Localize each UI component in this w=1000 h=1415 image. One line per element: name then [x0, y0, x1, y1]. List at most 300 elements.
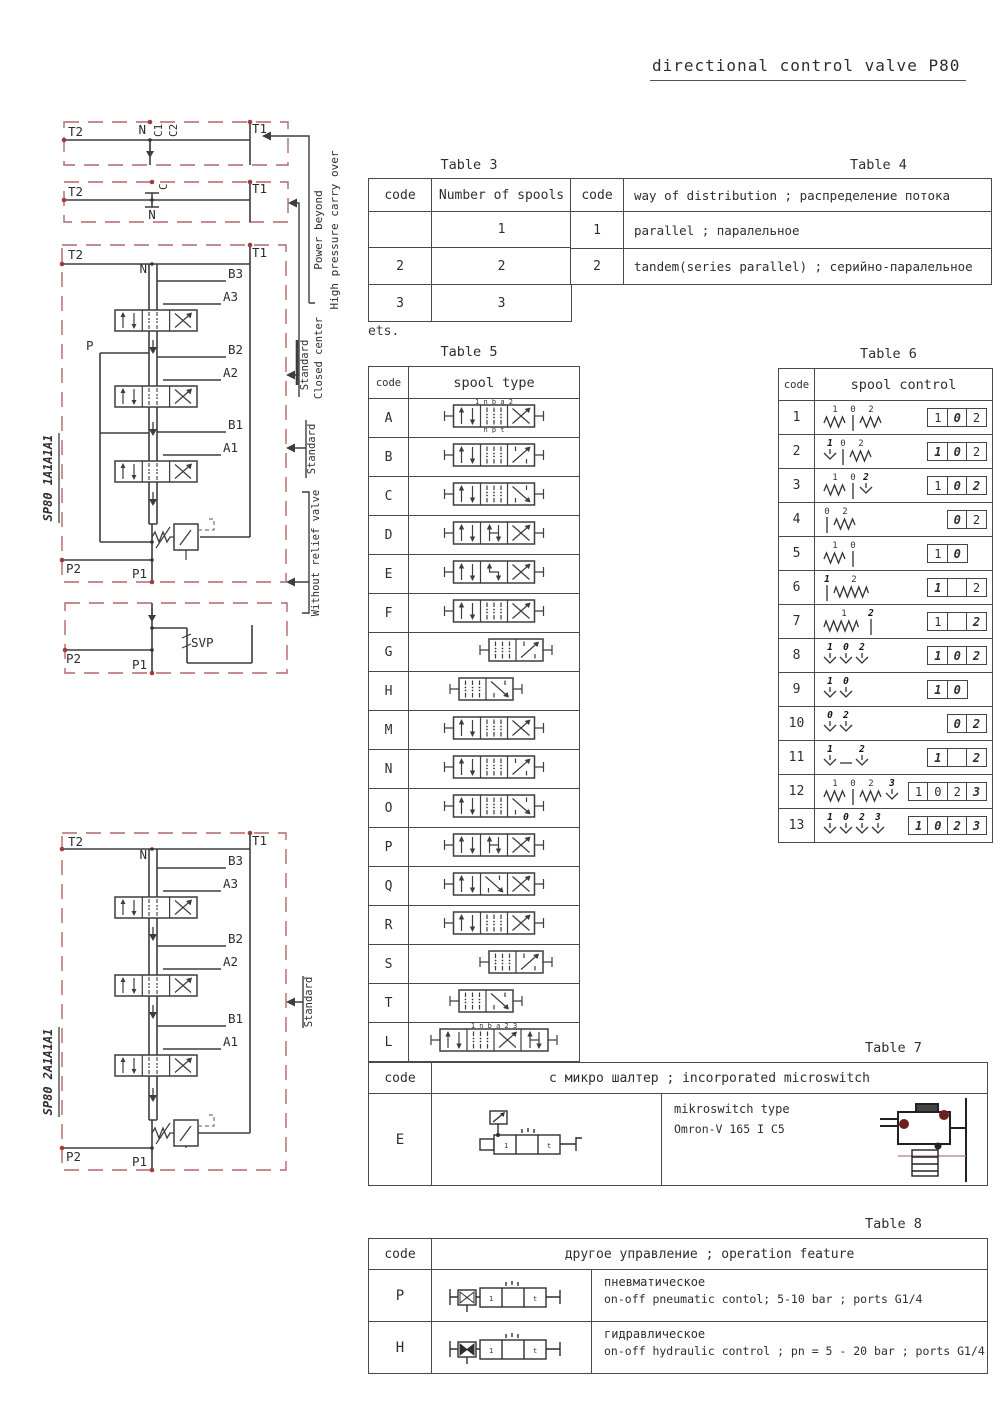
svg-text:1: 1 [827, 675, 833, 687]
svg-text:N: N [148, 207, 156, 222]
position-box: 1 [908, 816, 929, 835]
table5-row [369, 828, 580, 867]
table5-row [369, 672, 580, 711]
table6-cell-control [815, 503, 993, 537]
table8-caption: Table 8 [865, 1216, 922, 1232]
position-box [947, 748, 968, 767]
table3-cell-code: 2 [369, 247, 431, 284]
svg-text:Power beyond: Power beyond [312, 190, 325, 270]
table5-cell-code: T [369, 984, 409, 1023]
table5-cell-symbol [409, 750, 580, 789]
table4-cell-code: 2 [571, 248, 623, 284]
position-box: 1 [927, 748, 948, 767]
table6-cell-code: 4 [779, 503, 815, 537]
spool-type-symbol [409, 399, 579, 433]
position-box: 3 [966, 816, 987, 835]
table5-cell-code: G [369, 633, 409, 672]
spool-type-symbol [409, 906, 579, 940]
table6-row [779, 775, 993, 809]
spool-type-symbol [409, 1023, 579, 1057]
table6-cell-code: 3 [779, 469, 815, 503]
position-box: 3 [966, 782, 987, 801]
spool-type-symbol [409, 477, 579, 511]
svg-text:n p t: n p t [483, 426, 505, 433]
position-box: 2 [966, 476, 987, 495]
table6-cell-control [815, 605, 993, 639]
position-box: 0 [947, 680, 968, 699]
table6-cell-control [815, 809, 993, 843]
svg-text:SVP: SVP [191, 635, 214, 650]
table5-cell-code: E [369, 555, 409, 594]
table4 [570, 178, 992, 285]
table6-cell-code: 8 [779, 639, 815, 673]
position-box: 0 [947, 646, 968, 665]
table5-cell-code: O [369, 789, 409, 828]
position-boxes [908, 544, 987, 563]
svg-text:B1: B1 [228, 1011, 244, 1026]
svg-text:2: 2 [868, 404, 874, 415]
position-box: 2 [966, 510, 987, 529]
table6-cell-code: 6 [779, 571, 815, 605]
table6-cell-control [815, 639, 993, 673]
valve-body-outlines [62, 122, 288, 1170]
table6-cell-control [815, 401, 993, 435]
table5-row [369, 711, 580, 750]
spool-control-symbol [820, 675, 856, 705]
position-boxes [908, 476, 987, 495]
svg-text:A3: A3 [223, 876, 239, 891]
svg-text:A1: A1 [223, 1034, 239, 1049]
svg-text:N: N [139, 847, 147, 862]
spool-type-symbol [409, 711, 579, 745]
position-box: 2 [966, 748, 987, 767]
position-box: 1 [927, 612, 948, 631]
table7-caption: Table 7 [865, 1040, 922, 1056]
table5-cell-code: R [369, 906, 409, 945]
table5-row [369, 1023, 580, 1062]
table8-cell-symbol [431, 1269, 591, 1321]
svg-text:1: 1 [827, 743, 833, 755]
svg-text:2: 2 [859, 743, 865, 755]
microswitch-drawing [846, 1096, 981, 1184]
table8-cell-symbol [431, 1321, 591, 1373]
table4-header-code: code [581, 187, 613, 203]
table6-header-code: code [779, 369, 815, 401]
table6-row [779, 571, 993, 605]
table5-cell-symbol [409, 984, 580, 1023]
svg-text:C1: C1 [152, 123, 165, 137]
svg-text:0: 0 [843, 641, 849, 653]
svg-text:C2: C2 [167, 123, 180, 137]
table3-note: ets. [368, 324, 400, 339]
table6-row [779, 673, 993, 707]
table5-row [369, 555, 580, 594]
spool-type-symbol [409, 945, 579, 979]
table6-cell-code: 11 [779, 741, 815, 775]
svg-text:B1: B1 [228, 417, 244, 432]
svg-text:N: N [139, 261, 147, 276]
svg-text:1: 1 [841, 608, 847, 619]
position-box [947, 612, 968, 631]
table4-cell-way: tandem(series parallel) ; серийно-паралельное [623, 248, 991, 284]
position-box: 1 [927, 578, 948, 597]
position-box: 0 [947, 408, 968, 427]
table5-cell-symbol [409, 555, 580, 594]
svg-text:Standard: Standard [306, 423, 318, 475]
svg-text:0: 0 [850, 540, 856, 551]
svg-text:0: 0 [850, 778, 856, 789]
svg-text:SP80 2A1A1A1: SP80 2A1A1A1 [41, 1028, 55, 1116]
svg-text:3: 3 [889, 777, 895, 789]
svg-text:2: 2 [859, 641, 865, 653]
port-labels [66, 121, 267, 1169]
svg-text:N: N [138, 122, 146, 137]
table5-row [369, 906, 580, 945]
table6-cell-control [815, 707, 993, 741]
table6-cell-control [815, 469, 993, 503]
table3-cell-code [369, 211, 431, 247]
table5 [368, 366, 580, 1062]
svg-text:2: 2 [859, 811, 865, 823]
table8-header-text: другое управление ; operation feature [431, 1239, 987, 1269]
microswitch-model: Omron-V 165 I C5 [674, 1122, 785, 1136]
svg-text:2: 2 [842, 506, 848, 517]
svg-text:3: 3 [875, 811, 881, 823]
table7 [368, 1062, 988, 1186]
svg-text:P2: P2 [66, 561, 82, 576]
table5-cell-code: Q [369, 867, 409, 906]
spool-type-symbol [409, 555, 579, 589]
table5-cell-symbol [409, 516, 580, 555]
table5-cell-symbol [409, 438, 580, 477]
table6-row [779, 537, 993, 571]
svg-text:T1: T1 [252, 833, 268, 848]
position-box: 1 [927, 476, 948, 495]
spool-control-symbol [820, 777, 902, 807]
position-box: 0 [927, 816, 948, 835]
table5-header-type: spool type [409, 367, 580, 399]
table6-row [779, 741, 993, 775]
table3-cell-spools: 3 [431, 284, 571, 321]
svg-text:P1: P1 [132, 566, 148, 581]
table5-cell-code: D [369, 516, 409, 555]
microswitch-type-label: mikroswitch type [674, 1102, 790, 1116]
operation-feature-ru: гидравлическое [604, 1327, 706, 1341]
svg-text:2: 2 [868, 607, 874, 619]
position-box: 2 [966, 578, 987, 597]
spool-type-symbol [409, 828, 579, 862]
svg-text:T1: T1 [252, 121, 268, 136]
table6-row [779, 809, 993, 843]
svg-text:1: 1 [827, 811, 833, 823]
spool-type-symbol [409, 516, 579, 550]
svg-text:2: 2 [868, 778, 874, 789]
spool-control-symbol [820, 743, 872, 773]
svg-text:0: 0 [827, 709, 833, 721]
position-box [947, 578, 968, 597]
spool-type-symbol [409, 633, 579, 667]
position-box: 2 [966, 714, 987, 733]
svg-text:Standard: Standard [299, 339, 311, 391]
table8-cell-code: H [369, 1321, 431, 1373]
table8-cell-code: P [369, 1269, 431, 1321]
table5-cell-code: P [369, 828, 409, 867]
table6-cell-control [815, 775, 993, 809]
position-boxes [908, 680, 987, 699]
table5-cell-symbol [409, 945, 580, 984]
spool-control-symbol [820, 403, 886, 433]
table5-cell-code: B [369, 438, 409, 477]
svg-text:t: t [532, 1346, 537, 1355]
table6-row [779, 605, 993, 639]
svg-text:1: 1 [827, 641, 833, 653]
position-boxes [908, 442, 987, 461]
table5-cell-symbol [409, 906, 580, 945]
table6-cell-code: 7 [779, 605, 815, 639]
spool-control-symbol [820, 607, 878, 637]
table5-cell-symbol [409, 828, 580, 867]
svg-text:2: 2 [858, 438, 864, 449]
svg-text:P2: P2 [66, 1149, 82, 1164]
table6-cell-code: 10 [779, 707, 815, 741]
table3-header-code: code [384, 187, 416, 203]
svg-text:1: 1 [488, 1346, 493, 1355]
svg-text:T1: T1 [252, 245, 268, 260]
svg-text:T2: T2 [68, 124, 84, 139]
svg-text:P2: P2 [66, 651, 82, 666]
svg-text:Standard: Standard [303, 976, 315, 1028]
table6-row [779, 401, 993, 435]
spool-control-symbol [820, 641, 872, 671]
table8-cell-content [591, 1269, 987, 1321]
table5-cell-symbol [409, 672, 580, 711]
table5-cell-symbol [409, 477, 580, 516]
table6-cell-code: 12 [779, 775, 815, 809]
page-title: directional control valve P80 [650, 56, 966, 81]
position-box: 0 [947, 544, 968, 563]
svg-text:B2: B2 [228, 931, 244, 946]
svg-text:P1: P1 [132, 657, 148, 672]
table6-cell-control [815, 537, 993, 571]
svg-text:1: 1 [832, 778, 838, 789]
svg-text:2: 2 [851, 574, 857, 585]
table7-header-text: с микро шалтер ; incorporated microswitch [431, 1063, 987, 1093]
svg-text:C: C [157, 183, 170, 190]
side-labels [41, 150, 341, 1117]
pilot-operated-valve-symbol [442, 1274, 582, 1318]
svg-text:T2: T2 [68, 247, 84, 262]
spool-control-symbol [820, 573, 878, 603]
spool-control-symbol [820, 471, 876, 501]
position-boxes [908, 646, 987, 665]
spool-control-symbol [820, 539, 860, 569]
position-boxes [908, 612, 987, 631]
svg-text:SP80 1A1A1A1: SP80 1A1A1A1 [41, 434, 55, 522]
table5-cell-symbol [409, 633, 580, 672]
table5-cell-symbol [409, 867, 580, 906]
position-boxes [908, 408, 987, 427]
table4-cell-code: 1 [571, 211, 623, 248]
spool-type-symbol [409, 672, 579, 706]
table5-row [369, 750, 580, 789]
table5-cell-code: N [369, 750, 409, 789]
table5-row [369, 438, 580, 477]
table6 [778, 368, 993, 843]
position-boxes [908, 578, 987, 597]
svg-text:B2: B2 [228, 342, 244, 357]
table6-row [779, 435, 993, 469]
position-box: 0 [947, 476, 968, 495]
svg-text:1: 1 [827, 437, 833, 449]
table3-cell-code: 3 [369, 284, 431, 321]
position-box: 2 [966, 408, 987, 427]
table4-caption: Table 4 [850, 157, 907, 173]
position-box: 2 [966, 646, 987, 665]
table5-row [369, 945, 580, 984]
table4-header-way: way of distribution ; распределение потока [623, 179, 991, 211]
table6-header-control: spool control [815, 369, 993, 401]
table5-cell-code: L [369, 1023, 409, 1062]
spool-control-symbol [820, 505, 860, 535]
microswitch-valve-symbol [431, 1093, 661, 1185]
table5-cell-code: H [369, 672, 409, 711]
table5-row [369, 633, 580, 672]
pilot-lines [198, 519, 214, 1126]
svg-text:A2: A2 [223, 954, 239, 969]
spool-control-symbol [820, 709, 856, 739]
svg-text:1: 1 [832, 472, 838, 483]
pilot-operated-valve-symbol [442, 1326, 582, 1370]
position-box: 1 [927, 646, 948, 665]
svg-text:High pressure carry over: High pressure carry over [328, 150, 341, 310]
svg-text:t: t [532, 1294, 537, 1303]
table6-cell-code: 9 [779, 673, 815, 707]
svg-text:Without relief valve: Without relief valve [310, 489, 322, 617]
table6-cell-control [815, 571, 993, 605]
table5-cell-symbol [409, 1023, 580, 1062]
svg-text:2: 2 [863, 471, 869, 483]
position-box: 1 [927, 544, 948, 563]
table5-row [369, 477, 580, 516]
position-box: 0 [947, 714, 968, 733]
table6-cell-code: 13 [779, 809, 815, 843]
table8 [368, 1238, 988, 1374]
table5-caption: Table 5 [440, 344, 498, 360]
table6-cell-code: 1 [779, 401, 815, 435]
svg-text:1 n b a 2 3: 1 n b a 2 3 [470, 1023, 518, 1030]
position-box: 2 [947, 816, 968, 835]
position-boxes [908, 782, 987, 801]
table7-row-content [661, 1093, 987, 1185]
svg-text:1: 1 [488, 1294, 493, 1303]
table3-caption: Table 3 [440, 157, 498, 173]
svg-text:A2: A2 [223, 365, 239, 380]
position-boxes [908, 714, 987, 733]
svg-text:P: P [86, 338, 94, 353]
svg-text:1: 1 [832, 404, 838, 415]
svg-text:0: 0 [850, 472, 856, 483]
position-boxes [908, 510, 987, 529]
table5-row [369, 867, 580, 906]
operation-feature-en: on-off pneumatic contol; 5-10 bar ; ports G1/4 [604, 1292, 923, 1306]
table5-cell-symbol [409, 789, 580, 828]
table6-row [779, 469, 993, 503]
table3-cell-spools: 2 [431, 247, 571, 284]
table3 [368, 178, 572, 322]
table6-cell-code: 2 [779, 435, 815, 469]
position-box: 0 [927, 782, 948, 801]
svg-text:T2: T2 [68, 184, 84, 199]
position-boxes [908, 748, 987, 767]
svg-text:1: 1 [824, 573, 830, 585]
svg-text:B3: B3 [228, 266, 244, 281]
table5-cell-code: S [369, 945, 409, 984]
spool-control-symbol [820, 811, 888, 841]
hydraulic-schematics [0, 0, 360, 1240]
table5-cell-code: F [369, 594, 409, 633]
table8-cell-content [591, 1321, 987, 1373]
table4-cell-way: parallel ; паралельное [623, 211, 991, 248]
svg-text:1: 1 [832, 540, 838, 551]
table5-cell-code: C [369, 477, 409, 516]
table6-cell-code: 5 [779, 537, 815, 571]
svg-text:B3: B3 [228, 853, 244, 868]
spool-type-symbol [409, 438, 579, 472]
table5-cell-code: M [369, 711, 409, 750]
position-box: 0 [947, 442, 968, 461]
table5-row [369, 516, 580, 555]
spool-type-symbol [409, 867, 579, 901]
position-boxes [908, 816, 987, 835]
svg-text:0: 0 [843, 675, 849, 687]
svg-text:0: 0 [824, 506, 830, 517]
svg-text:A3: A3 [223, 289, 239, 304]
svg-text:1: 1 [503, 1141, 508, 1150]
position-box: 2 [947, 782, 968, 801]
table5-row [369, 594, 580, 633]
svg-text:A1: A1 [223, 440, 239, 455]
spool-type-symbol [409, 594, 579, 628]
table6-row [779, 707, 993, 741]
spool-type-symbol [409, 984, 579, 1018]
svg-text:0: 0 [840, 438, 846, 449]
table5-cell-symbol [409, 711, 580, 750]
left-arrow-icons [262, 132, 297, 1007]
table5-cell-symbol [409, 399, 580, 438]
position-box: 1 [927, 442, 948, 461]
table5-row [369, 789, 580, 828]
svg-text:0: 0 [850, 404, 856, 415]
table8-header-code: code [384, 1246, 416, 1262]
table5-row [369, 399, 580, 438]
position-box: 1 [927, 408, 948, 427]
hydraulic-lines [62, 122, 252, 1170]
position-box: 0 [947, 510, 968, 529]
position-box: 1 [927, 680, 948, 699]
position-box: 1 [908, 782, 929, 801]
svg-text:t: t [546, 1141, 551, 1150]
table7-row-code: E [369, 1093, 431, 1185]
table5-header-code: code [369, 367, 409, 399]
table5-row [369, 984, 580, 1023]
table3-header-spools: Number of spools [431, 179, 571, 211]
position-box: 2 [966, 442, 987, 461]
table5-cell-symbol [409, 594, 580, 633]
table6-cell-control [815, 435, 993, 469]
position-box: 2 [966, 612, 987, 631]
table3-cell-spools: 1 [431, 211, 571, 247]
svg-text:Closed center: Closed center [313, 316, 325, 400]
